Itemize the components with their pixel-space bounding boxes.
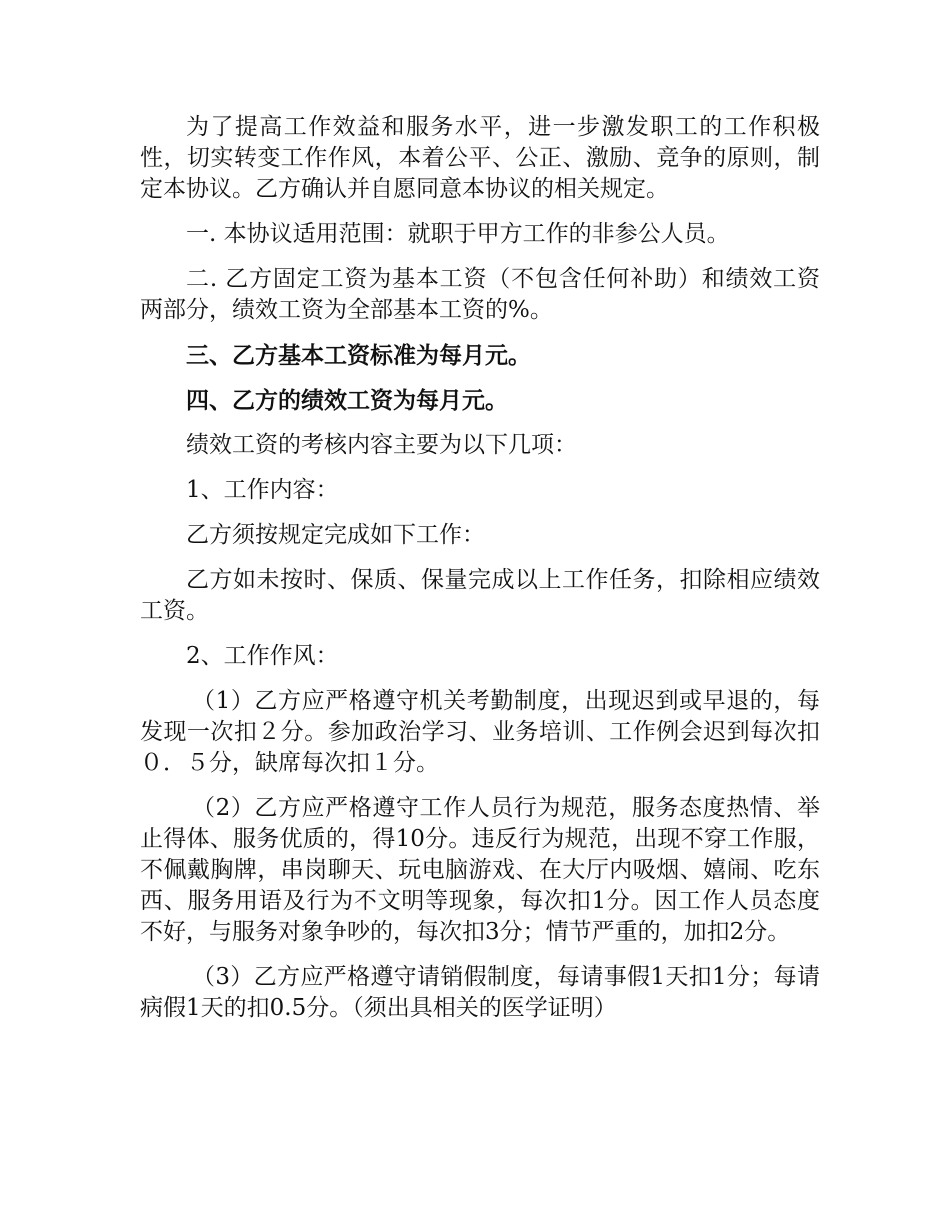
paragraph-leave-rule: （3）乙方应严格遵守请销假制度，每请事假1天扣1分；每请病假1天的扣0.5分。（须出具相关的医学证明） [140,964,820,1021]
paragraph-work-style-heading: 2、工作作风： [186,643,339,669]
paragraph-intro: 为了提高工作效益和服务水平，进一步激发职工的工作积极性，切实转变工作作风，本着公平、公正、激励、竞争的原则，制定本协议。乙方确认并自愿同意本协议的相关规定。 [140,114,820,202]
paragraph-deduction-rule: 乙方如未按时、保质、保量完成以上工作任务，扣除相应绩效工资。 [140,567,820,624]
paragraph-work-requirement: 乙方须按规定完成如下工作： [186,522,485,548]
paragraph-conduct-rule: （2）乙方应严格遵守工作人员行为规范，服务态度热情、举止得体、服务优质的，得10分。违反行为规范，出现不穿工作服，不佩戴胸牌，串岗聊天、玩电脑游戏、在大厅内吸烟、嬉闹、吃东西、服务用语及行为不文明等现象，每次扣1分。因工作人员态度不好，与服务对象争吵的，每次扣3分；情节严重的，加扣2分。 [140,795,820,945]
paragraph-work-content-heading: 1、工作内容： [186,477,339,503]
paragraph-scope: 一. 本协议适用范围：就职于甲方工作的非参公人员。 [186,221,730,247]
paragraph-attendance-rule: （1）乙方应严格遵守机关考勤制度，出现迟到或早退的，每发现一次扣２分。参加政治学习、业务培训、工作例会迟到每次扣０．５分，缺席每次扣１分。 [140,688,820,776]
paragraph-salary-structure: 二. 乙方固定工资为基本工资（不包含任何补助）和绩效工资两部分，绩效工资为全部基本工资的%。 [140,266,820,323]
paragraph-base-salary: 三、乙方基本工资标准为每月元。 [186,342,531,369]
paragraph-assessment-items: 绩效工资的考核内容主要为以下几项： [186,432,577,458]
paragraph-performance-salary: 四、乙方的绩效工资为每月元。 [186,387,508,414]
